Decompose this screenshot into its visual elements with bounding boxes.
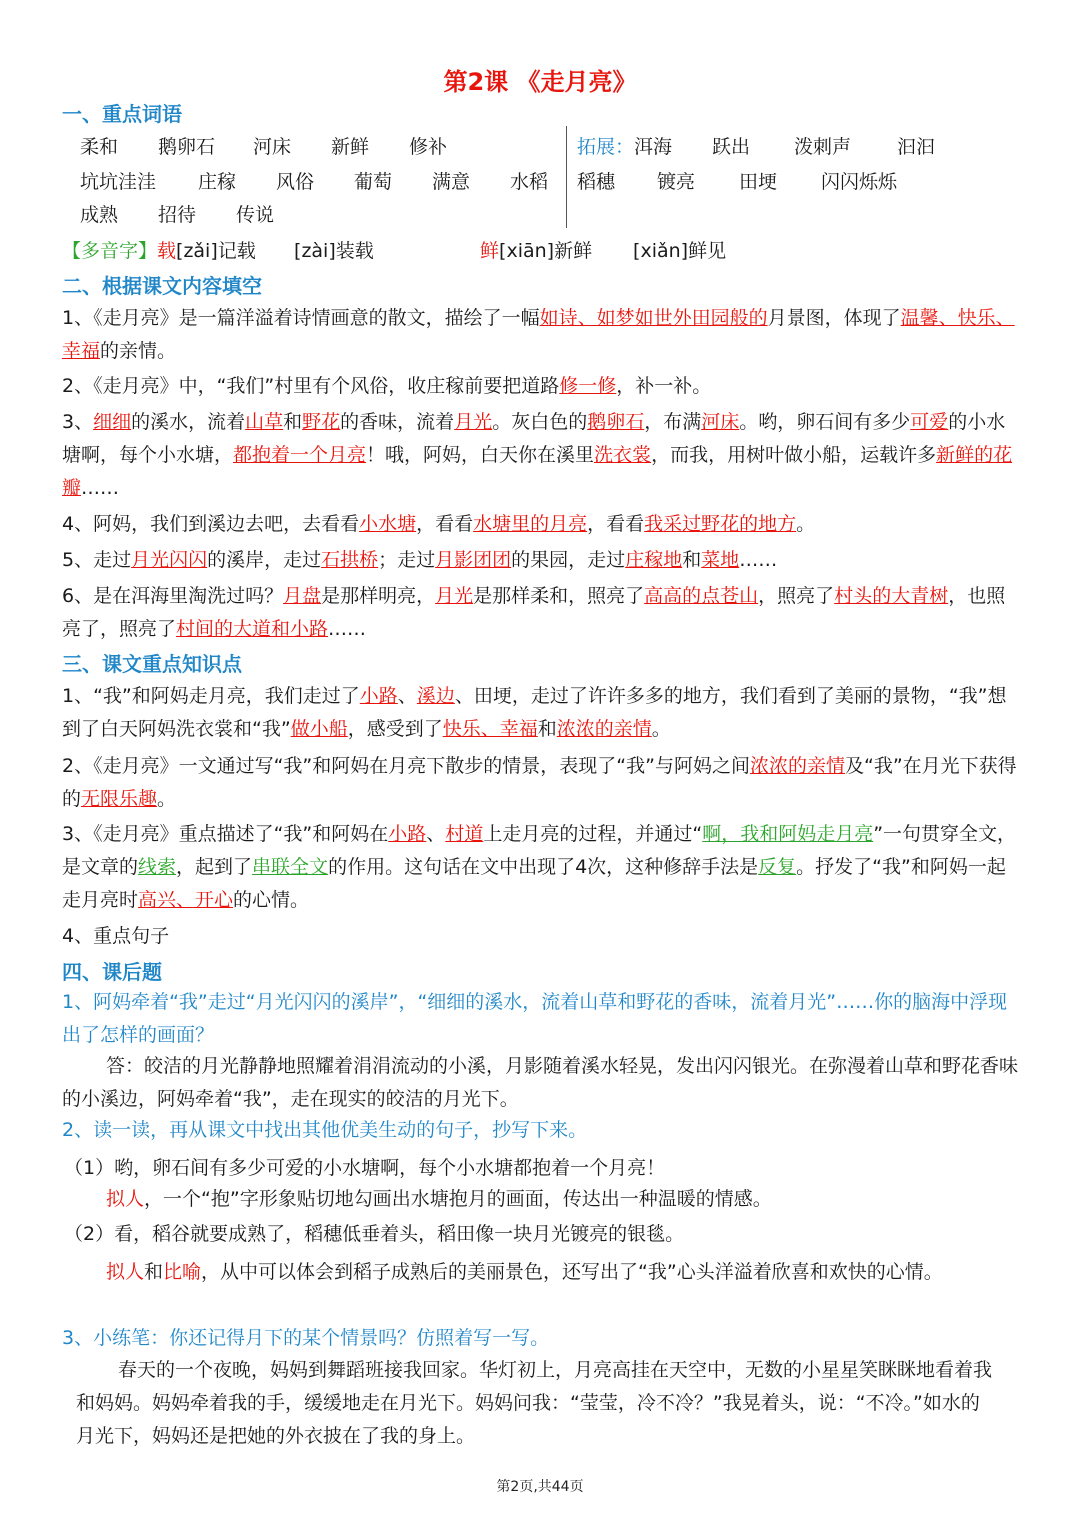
text: 5、走过: [62, 549, 132, 571]
text: ，从中可以体会到稻子成熟后的美丽景色，还写出了“我”心头洋溢着欣喜和欢快的心情。: [201, 1261, 943, 1283]
word: 新鲜: [331, 136, 370, 158]
word: 修补: [409, 136, 448, 158]
fill-q2: [62, 370, 1022, 403]
text: 6、是在洱海里淘洗过吗？: [62, 585, 284, 607]
text: 1、《走月亮》是一篇洋溢着诗情画意的散文，描绘了一幅: [62, 307, 540, 329]
text: ，感受到了: [347, 718, 443, 740]
extension-row-1: [577, 132, 957, 159]
text: 、: [397, 685, 417, 707]
text: 的作用。这句话在文中出现了4次，这种修辞手法是: [328, 856, 759, 878]
word: 满意: [432, 171, 471, 193]
answer: 月光: [454, 411, 493, 433]
answer: 村头的大青树: [834, 585, 949, 607]
page-footer: 第2页,共44页: [496, 1479, 584, 1495]
knowledge-p3: [62, 818, 1022, 917]
answer: 如诗、如梦如世外田园般的: [539, 307, 768, 329]
answer: 野花: [302, 411, 341, 433]
text: ……: [81, 477, 120, 499]
word: 传说: [236, 204, 275, 226]
word: 葡萄: [354, 171, 393, 193]
answer-green: 线索: [138, 856, 177, 878]
text: 的溪岸，走过: [207, 549, 322, 571]
rhetoric-tag: 拟人: [106, 1188, 145, 1210]
text: ，而我，用树叶做小船，运载许多: [651, 444, 937, 466]
text: 2、《走月亮》一文通过写“我”和阿妈在月亮下散步的情景，表现了“我”与阿妈之间: [62, 755, 750, 777]
text: 3、《走月亮》重点描述了“我”和阿妈在: [62, 823, 389, 845]
text: 和: [144, 1261, 164, 1283]
word-row-3: [80, 200, 314, 227]
pinyin: [zǎi]记载: [176, 240, 256, 262]
answer: 水塘里的月亮: [473, 513, 588, 535]
section1-heading: 一、重点词语: [62, 102, 182, 126]
text: ”一句贯穿全文，是文章的: [62, 823, 1017, 878]
answer: 月光闪闪: [131, 549, 208, 571]
answer: 洗衣裳: [594, 444, 652, 466]
polyphone-row: [62, 236, 726, 263]
word: 风俗: [276, 171, 315, 193]
text: ……: [328, 618, 367, 640]
answer: 高高的点苍山: [644, 585, 759, 607]
answer: 庄稼地: [625, 549, 683, 571]
word: 洱海: [634, 136, 673, 158]
word: 柔和: [80, 136, 119, 158]
answer: 修一修: [559, 375, 617, 397]
text: ，也照亮了，照亮了: [62, 585, 1006, 640]
text: 。: [157, 788, 177, 810]
pinyin: [xiān]新鲜: [499, 240, 593, 262]
answer: 月光: [435, 585, 474, 607]
text: ，布满: [644, 411, 702, 433]
answer-green: 串联全文: [252, 856, 329, 878]
answer: 快乐、幸福: [442, 718, 538, 740]
word: 跃出: [712, 136, 751, 158]
answer: 浓浓的亲情: [556, 718, 652, 740]
text: ；走过: [378, 549, 436, 571]
answer: 小路: [388, 823, 427, 845]
knowledge-p1: [62, 680, 1022, 746]
text: 的香味，流着: [340, 411, 455, 433]
answer: 小水塘: [359, 513, 417, 535]
text: 和: [537, 718, 557, 740]
text: 月景图，体现了: [767, 307, 901, 329]
extension-row-2: [577, 167, 921, 194]
text: 2、《走月亮》中，“我们”村里有个风俗，收庄稼前要把道路: [62, 375, 560, 397]
pinyin: [xiǎn]鲜见: [633, 240, 727, 262]
text: 、田埂，走过了许许多多的地方，我们看到了美丽的景物，“我”想到了白天阿妈洗衣裳和“我”: [62, 685, 1007, 740]
knowledge-p4: 4、重点句子: [62, 925, 170, 947]
answer: 无限乐趣: [81, 788, 158, 810]
word: 成熟: [80, 204, 119, 226]
answer: 菜地: [701, 549, 740, 571]
text: 。灰白色的: [492, 411, 588, 433]
text: ，一个“抱”字形象贴切地勾画出水塘抱月的画面，传达出一种温暖的情感。: [144, 1188, 772, 1210]
answer: 月盘: [283, 585, 322, 607]
text: 和: [283, 411, 303, 433]
text: 是那样明亮，: [321, 585, 436, 607]
word: 镀亮: [657, 171, 696, 193]
text: 的心情。: [233, 889, 310, 911]
sentence-2: （2）看，稻谷就要成熟了，稻穗低垂着头，稻田像一块月光镀亮的银毯。: [64, 1223, 685, 1245]
answer: 温馨、快乐、幸福: [62, 307, 1015, 362]
text: 3、: [62, 411, 94, 433]
sentence-1-note: [106, 1183, 1066, 1216]
exercise-q2: 2、读一读，再从课文中找出其他优美生动的句子，抄写下来。: [62, 1119, 588, 1141]
word: 闪闪烁烁: [821, 171, 898, 193]
word: 鹅卵石: [158, 136, 216, 158]
answer: 新鲜的花瓣: [62, 444, 1013, 499]
pinyin: [zài]装载: [294, 240, 374, 262]
text: 及“我”在月光下获得的: [62, 755, 1017, 810]
extension-label: 拓展：: [577, 136, 635, 158]
answer: 细细: [93, 411, 132, 433]
word-row-1: [80, 132, 487, 159]
answer: 小路: [359, 685, 398, 707]
text: 。: [796, 513, 816, 535]
sentence-2-note: [62, 1256, 1022, 1289]
answer: 石拱桥: [321, 549, 379, 571]
answer: 可爱: [910, 411, 949, 433]
sentence-1: （1）哟，卵石间有多少可爱的小水塘啊，每个小水塘都抱着一个月亮！: [64, 1157, 666, 1179]
text: 的果园，走过: [511, 549, 626, 571]
text: ，补一补。: [616, 375, 712, 397]
text: ，看看: [416, 513, 474, 535]
text: 4、阿妈，我们到溪边去吧，去看看: [62, 513, 360, 535]
answer: 村间的大道和小路: [176, 618, 329, 640]
polyphone-char: 载: [157, 240, 177, 262]
column-divider: [566, 126, 567, 228]
answer: 山草: [245, 411, 284, 433]
exercise-q1: 1、阿妈牵着“我”走过“月光闪闪的溪岸”，“细细的溪水，流着山草和野花的香味，流着月光”……你的脑海中浮现出了怎样的画面？: [62, 991, 1008, 1046]
word: 汩汩: [897, 136, 936, 158]
answer: 都抱着一个月亮: [233, 444, 367, 466]
word-row-2: [80, 167, 570, 194]
answer: 高兴、开心: [138, 889, 234, 911]
answer: 月影团团: [435, 549, 512, 571]
answer: 河床: [701, 411, 740, 433]
exercise-a3: 春天的一个夜晚，妈妈到舞蹈班接我回家。华灯初上，月亮高挂在天空中，无数的小星星笑眯眯地看着我和妈妈。妈妈牵着我的手，缓缓地走在月光下。妈妈问我：“莹莹，冷不冷？”我晃着头，说：“不冷。”如水的月光下，妈妈还是把她的外衣披在了我的身上。: [76, 1359, 993, 1447]
text: 的小水塘啊，每个小水塘，: [62, 411, 1006, 466]
text: ！哦，阿妈，白天你在溪里: [366, 444, 595, 466]
polyphone-char: 鲜: [480, 240, 500, 262]
text: 。抒发了“我”和阿妈一起走月亮时: [62, 856, 1006, 911]
answer: 溪边: [416, 685, 455, 707]
text: ……: [739, 549, 778, 571]
answer-green: 反复: [758, 856, 797, 878]
text: 上走月亮的过程，并通过“: [483, 823, 703, 845]
text: 的亲情。: [100, 340, 177, 362]
fill-q3: [62, 406, 1022, 505]
fill-q5: [62, 544, 1022, 577]
text: ，看看: [587, 513, 645, 535]
exercise-q3: 3、小练笔：你还记得月下的某个情景吗？仿照着写一写。: [62, 1327, 550, 1349]
word: 招待: [158, 204, 197, 226]
exercise-a1: 答：皎洁的月光静静地照耀着涓涓流动的小溪，月影随着溪水轻晃，发出闪闪银光。在弥漫着山草和野花香味的小溪边，阿妈牵着“我”，走在现实的皎洁的月光下。: [62, 1055, 1019, 1110]
text: 和: [682, 549, 702, 571]
section2-heading: 二、根据课文内容填空: [62, 274, 262, 298]
text: 是那样柔和，照亮了: [473, 585, 645, 607]
text: ，起到了: [176, 856, 253, 878]
text: 、: [426, 823, 446, 845]
word: 庄稼: [198, 171, 237, 193]
word: 田埂: [739, 171, 778, 193]
answer: 做小船: [290, 718, 348, 740]
text: 的溪水，流着: [131, 411, 246, 433]
answer: 村道: [445, 823, 484, 845]
rhetoric-tag: 比喻: [163, 1261, 202, 1283]
section3-heading: 三、课文重点知识点: [62, 652, 242, 676]
text: ，照亮了: [758, 585, 835, 607]
fill-q4: [62, 508, 1022, 541]
answer: 我采过野花的地方: [644, 513, 797, 535]
answer-green: 啊，我和阿妈走月亮: [702, 823, 874, 845]
fill-q6: [62, 580, 1022, 646]
polyphone-label: 【多音字】: [62, 240, 158, 262]
text: 。: [651, 718, 671, 740]
knowledge-p2: [62, 750, 1022, 816]
word: 坑坑洼洼: [80, 171, 157, 193]
fill-q1: [62, 302, 1022, 368]
word: 水稻: [510, 171, 549, 193]
answer: 鹅卵石: [587, 411, 645, 433]
text: 1、“我”和阿妈走月亮，我们走过了: [62, 685, 360, 707]
page-title: 第2课 《走月亮》: [443, 68, 637, 96]
text: 。哟，卵石间有多少: [739, 411, 911, 433]
word: 河床: [253, 136, 292, 158]
word: 泼刺声: [794, 136, 852, 158]
rhetoric-tag: 拟人: [106, 1261, 145, 1283]
answer: 浓浓的亲情: [749, 755, 845, 777]
word: 稻穗: [577, 171, 616, 193]
section4-heading: 四、课后题: [62, 960, 162, 984]
